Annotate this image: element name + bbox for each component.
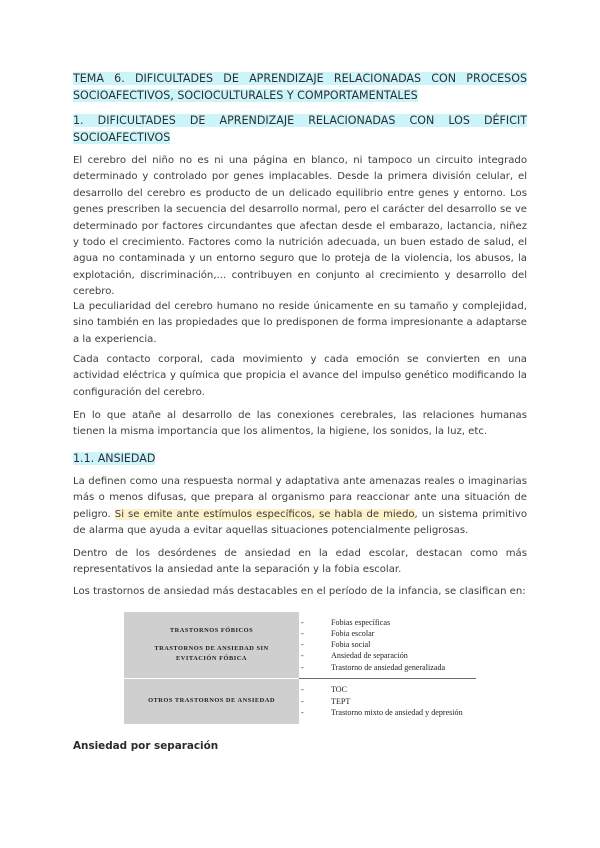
category-other: OTROS TRASTORNOS DE ANSIEDAD <box>148 697 275 705</box>
section-1-1-heading-text: 1.1. ANSIEDAD <box>73 452 156 465</box>
anxiety-p1-highlight: Si se emite ante estímulos específicos, se habla de miedo <box>114 508 415 520</box>
list-item: - Ansiedad de separación <box>301 651 408 661</box>
section-1-paragraph-3 <box>73 352 527 401</box>
section-1-1-heading <box>73 450 527 467</box>
list-item: - TEPT <box>301 696 351 706</box>
section-1-paragraph-1 <box>73 153 527 301</box>
topic-title <box>73 70 527 104</box>
table-items-cell <box>299 678 476 724</box>
table-row <box>124 678 476 724</box>
paragraph-text <box>73 474 527 540</box>
list-item: - Trastorno mixto de ansiedad y depresión <box>301 707 463 717</box>
anxiety-paragraph-1 <box>73 474 527 540</box>
section-1-heading <box>73 112 527 146</box>
paragraph-text: En lo que atañe al desarrollo de las conexiones cerebrales, las relaciones humanas tienen la misma importancia que los alimentos, la higiene, los sonidos, la luz, etc. <box>73 410 527 438</box>
category-non-phobic: TRASTORNOS DE ANSIEDAD SIN EVITACIÓN FÓBICA <box>154 644 269 662</box>
section-1-paragraph-2 <box>73 299 527 348</box>
list-item: - Trastorno de ansiedad generalizada <box>301 662 446 672</box>
paragraph-text: El cerebro del niño no es ni una página en blanco, ni tampoco un circuito integrado determinado y controlado por genes implacables. Desde la primera división celular, el desarrollo del cerebro es producto de un delicado equilibrio entre genes y entorno. Los genes prescriben la secuencia del desarrollo normal, pero el carácter del desarrollo se ve determinado por factores circundantes que afectan desde el embarazo, lactancia, niñez y todo el crecimiento. Factores como la nutrición adecuada, un buen estado de salud, el agua no contaminada y un entorno seguro que lo proteja de la violencia, los abusos, la explotación, discriminación,... contribuyen en conjunto al crecimiento y desarrollo del cerebro. <box>73 155 527 298</box>
anxiety-p1-start: La definen como una respuesta normal y adaptativa ante amenazas reales o imaginarias más o menos difusas, que prepara al organismo para reaccionar ante una situación de peligro. <box>73 476 527 520</box>
table-category-cell <box>124 612 299 678</box>
subheading-separation-anxiety: Ansiedad por separación <box>73 740 219 752</box>
table-row <box>124 612 476 678</box>
anxiety-paragraph-3 <box>73 584 527 600</box>
list-item: - Fobia social <box>301 640 371 650</box>
paragraph-text: Los trastornos de ansiedad más destacables en el período de la infancia, se clasifican en: <box>73 586 526 597</box>
paragraph-text: Dentro de los desórdenes de ansiedad en la edad escolar, destacan como más representativos la ansiedad ante la separación y la fobia escolar. <box>73 548 527 576</box>
table-items-cell <box>299 612 476 678</box>
topic-title-text: TEMA 6. DIFICULTADES DE APRENDIZAJE RELACIONADAS CON PROCESOS SOCIOAFECTIVOS, SOCIOCULTURALES Y COMPORTAMENTALES <box>73 72 527 102</box>
list-item: - TOC <box>301 685 348 695</box>
list-item: - Fobia escolar <box>301 628 375 638</box>
list-item: - Fobias específicas <box>301 617 391 627</box>
category-phobic: TRASTORNOS FÓBICOS <box>169 626 254 634</box>
table-category-cell <box>124 678 299 724</box>
section-1-heading-text: 1. DIFICULTADES DE APRENDIZAJE RELACIONADAS CON LOS DÉFICIT SOCIOAFECTIVOS <box>73 114 527 144</box>
anxiety-p1-end: , un sistema primitivo de alarma que ayuda a evitar aquellas situaciones potencialmente peligrosas. <box>73 508 527 537</box>
section-1-paragraph-4 <box>73 408 527 441</box>
paragraph-text: Cada contacto corporal, cada movimiento y cada emoción se convierten en una actividad eléctrica y química que propicia el avance del impulso genético modificando la configuración del cerebro. <box>73 354 527 398</box>
anxiety-paragraph-2 <box>73 546 527 579</box>
paragraph-text: La peculiaridad del cerebro humano no reside únicamente en su tamaño y complejidad, sino también en las propiedades que lo predisponen de forma impresionante a adaptarse a la experiencia. <box>73 301 527 345</box>
anxiety-disorders-table <box>124 612 476 724</box>
